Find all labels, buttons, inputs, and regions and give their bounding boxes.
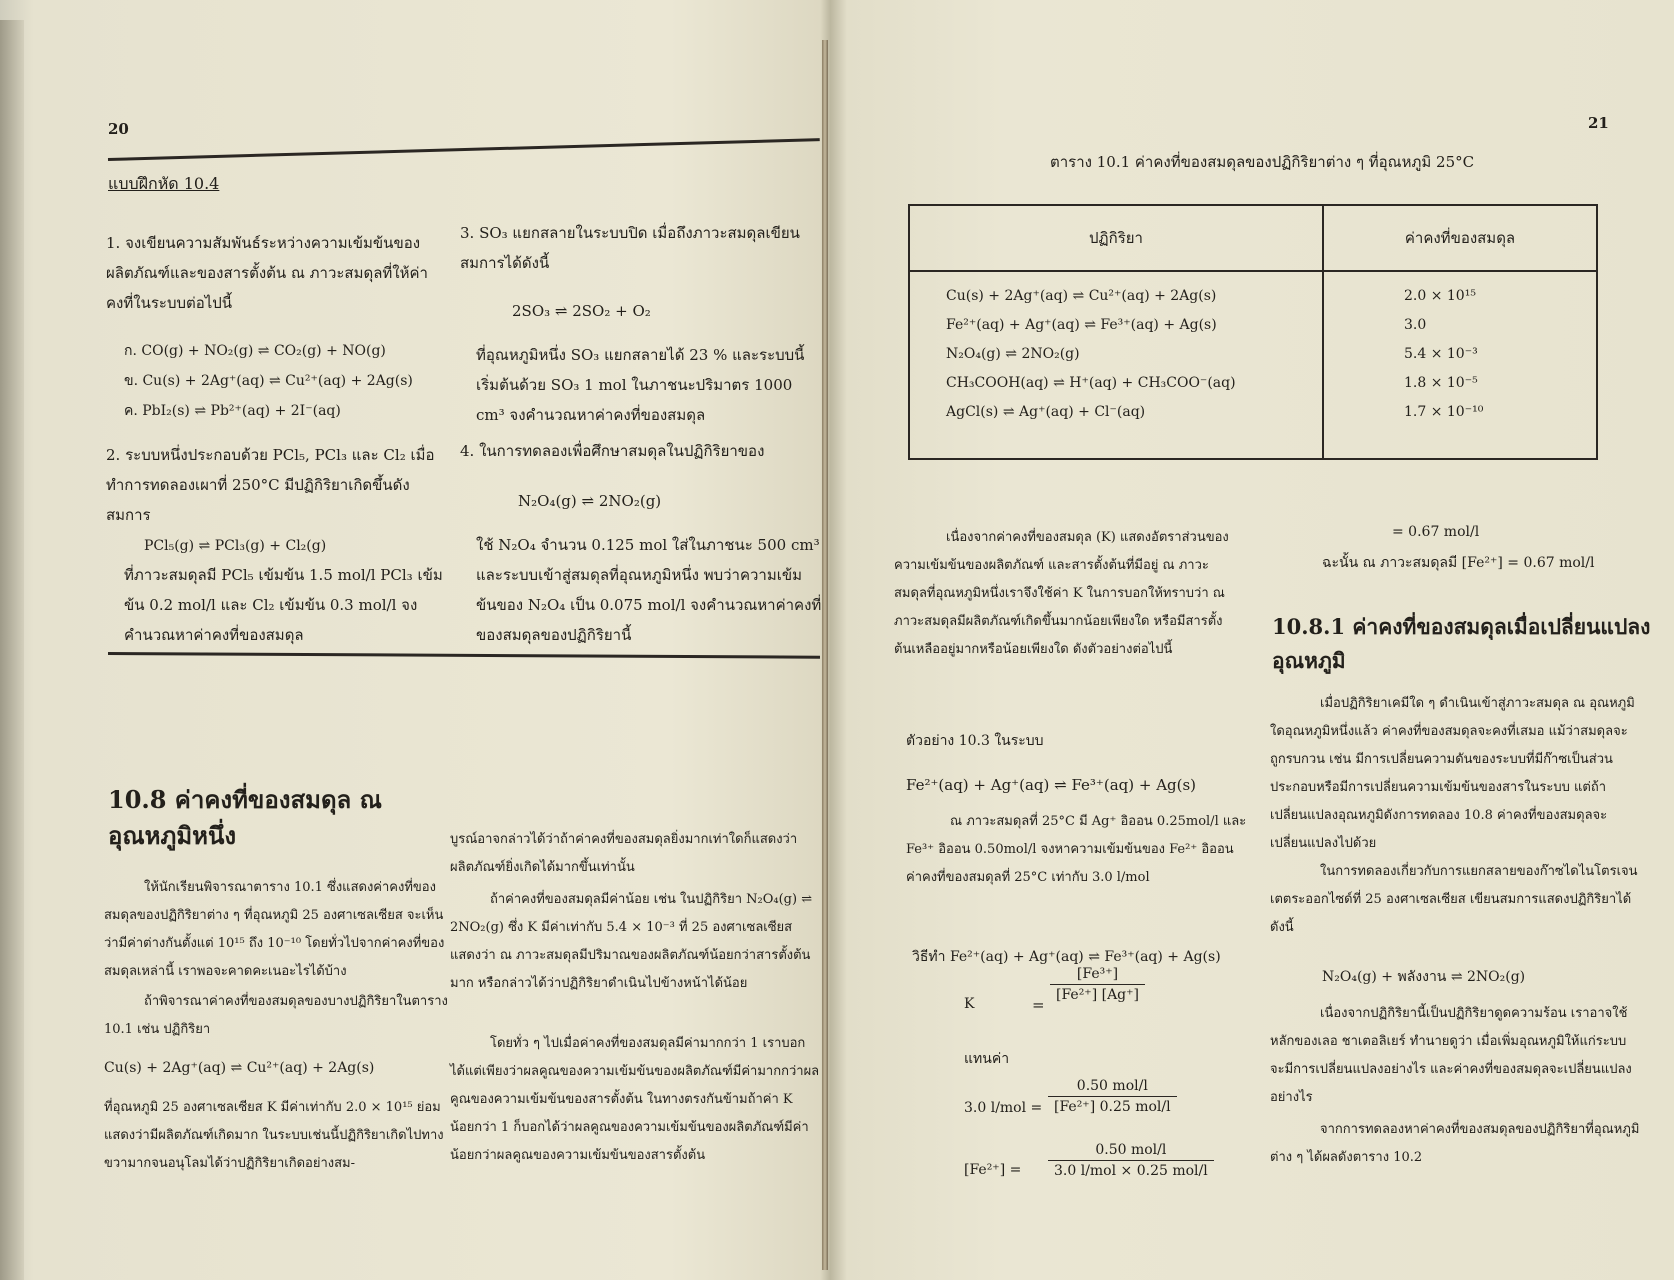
reaction-column: [909, 271, 1323, 459]
k-numerator: [Fe³⁺]: [1050, 966, 1145, 985]
step-2-fraction: [1048, 1142, 1214, 1179]
table-cell: CH₃COOH(aq) ⇌ H⁺(aq) + CH₃COO⁻(aq): [946, 375, 1236, 391]
question-4-text: ใช้ N₂O₄ จำนวน 0.125 mol ใส่ในภาชนะ 500 cm³ และระบบเข้าสู่สมดุลที่อุณหภูมิหนึ่ง พบว่าความเข้มข้นของ N₂O₄ เป็น 0.075 mol/l จงคำนวณหาค่าคงที่ของสมดุลของปฏิกิริยานี้: [476, 536, 822, 644]
paragraph: ให้นักเรียนพิจารณาตาราง 10.1 ซึ่งแสดงค่าคงที่ของสมดุลของปฏิกิริยาต่าง ๆ ที่อุณหภูมิ 25 องศาเซลเซียส จะเห็นว่ามีค่าต่างกันตั้งแต่ 10¹⁵ ถึง 10⁻¹⁰ โดยทั่วไปจากค่าคงที่ของสมดุลเหล่านี้ เราพอจะคาดคะเนอะไรได้บ้าง: [104, 880, 445, 979]
question-1c: ค. PbI₂(s) ⇌ Pb²⁺(aq) + 2I⁻(aq): [124, 403, 341, 419]
step-1-left: 3.0 l/mol =: [964, 1100, 1043, 1116]
question-4: 4. ในการทดลองเพื่อศึกษาสมดุลในปฏิกิริยาของ: [460, 442, 765, 460]
book-spine: [822, 40, 828, 1270]
page-number: 21: [1588, 114, 1609, 132]
paragraph: เนื่องจากค่าคงที่ของสมดุล (K) แสดงอัตราส่วนของความเข้มข้นของผลิตภัณฑ์ และสารตั้งต้นที่มีอยู่ ณ ภาวะสมดุลที่อุณหภูมิหนึ่งเราจึงใช้ค่า K ในการบอกให้ทราบว่า ณ ภาวะสมดุลมีผลิตภัณฑ์เกิดขึ้นมากน้อยเพียงใด หรือมีสารตั้งต้นเหลืออยู่มากหรือน้อยเพียงใด ดังตัวอย่างต่อไปนี้: [894, 530, 1229, 657]
right-page: [832, 0, 1672, 1280]
paragraph: โดยทั่ว ๆ ไปเมื่อค่าคงที่ของสมดุลมีค่ามากกว่า 1 เราบอกได้แต่เพียงว่าผลคูณของความเข้มข้นของผลิตภัณฑ์มีค่ามากกว่าผลคูณของความเข้มข้นของสารตั้งต้น ในทางตรงกันข้ามถ้าค่า K น้อยกว่า 1 ก็บอกได้ว่าผลคูณของความเข้มข้นของผลิตภัณฑ์มีค่าน้อยกว่าผลคูณของความเข้มข้นของสารตั้งต้น: [450, 1036, 820, 1163]
table-cell: 2.0 × 10¹⁵: [1404, 288, 1476, 304]
equals-sign: =: [1032, 996, 1045, 1014]
question-4-equation: N₂O₄(g) ⇌ 2NO₂(g): [518, 492, 662, 510]
question-1: 1. จงเขียนความสัมพันธ์ระหว่างความเข้มข้นของผลิตภัณฑ์และของสารตั้งต้น ณ ภาวะสมดุลที่ให้ค่าคงที่ในระบบต่อไปนี้: [106, 234, 428, 312]
table-cell: Fe²⁺(aq) + Ag⁺(aq) ⇌ Fe³⁺(aq) + Ag(s): [946, 317, 1217, 333]
question-3-equation: 2SO₃ ⇌ 2SO₂ + O₂: [512, 302, 651, 320]
result-conclusion: ฉะนั้น ณ ภาวะสมดุลมี [Fe²⁺] = 0.67 mol/l: [1322, 555, 1595, 571]
question-2: 2. ระบบหนึ่งประกอบด้วย PCl₅, PCl₃ และ Cl₂ เมื่อทำการทดลองเผาที่ 250°C มีปฏิกิริยาเกิดขึ้นดังสมการ: [106, 446, 435, 524]
example-text: ณ ภาวะสมดุลที่ 25°C มี Ag⁺ อิออน 0.25mol/l และ Fe³⁺ อิออน 0.50mol/l จงหาความเข้มข้นของ Fe²⁺ อิออน ค่าคงที่ของสมดุลที่ 25°C เท่ากับ 3.0 l/mol: [906, 814, 1247, 885]
step-1-numerator: 0.50 mol/l: [1048, 1078, 1177, 1097]
question-3: 3. SO₃ แยกสลายในระบบปิด เมื่อถึงภาวะสมดุลเขียนสมการได้ดังนี้: [460, 224, 800, 272]
result-line: = 0.67 mol/l: [1392, 524, 1480, 540]
table-cell: 5.4 × 10⁻³: [1404, 346, 1478, 362]
section-title: 10.8 ค่าคงที่ของสมดุล ณ อุณหภูมิหนึ่ง: [108, 785, 382, 850]
question-1b: ข. Cu(s) + 2Ag⁺(aq) ⇌ Cu²⁺(aq) + 2Ag(s): [124, 373, 413, 389]
step-2-left: [Fe²⁺] =: [964, 1162, 1022, 1178]
equilibrium-table: [908, 204, 1598, 460]
equation: N₂O₄(g) + พลังงาน ⇌ 2NO₂(g): [1322, 969, 1526, 985]
step-1-denominator: [Fe²⁺] 0.25 mol/l: [1054, 1099, 1171, 1115]
left-page: [28, 0, 822, 1280]
k-label: K: [964, 996, 975, 1012]
paragraph: เนื่องจากปฏิกิริยานี้เป็นปฏิกิริยาดูดความร้อน เราอาจใช้หลักของเลอ ชาเตอลิเยร์ ทำนายดูว่า เมื่อเพิ่มอุณหภูมิให้แก่ระบบจะมีการเปลี่ยนแปลงอย่างไร และค่าคงที่ของสมดุลจะเปลี่ยนแปลงอย่างไร: [1270, 1006, 1632, 1105]
question-1a: ก. CO(g) + NO₂(g) ⇌ CO₂(g) + NO(g): [124, 343, 386, 359]
example-title: ตัวอย่าง 10.3 ในระบบ: [906, 733, 1044, 749]
question-2-text: ที่ภาวะสมดุลมี PCl₅ เข้มข้น 1.5 mol/l PCl₃ เข้มข้น 0.2 mol/l และ Cl₂ เข้มข้น 0.3 mol/l จงคำนวณหาค่าคงที่ของสมดุล: [124, 566, 443, 644]
paragraph: ที่อุณหภูมิ 25 องศาเซลเซียส K มีค่าเท่ากับ 2.0 × 10¹⁵ ย่อมแสดงว่ามีผลิตภัณฑ์เกิดมาก ในระบบเช่นนี้ปฏิกิริยาเกิดไปทางขวามากจนอนุโลมได้ว่าปฏิกิริยาเกิดอย่างสม-: [104, 1100, 444, 1171]
table-cell: 1.8 × 10⁻⁵: [1404, 375, 1478, 391]
step-2-denominator: 3.0 l/mol × 0.25 mol/l: [1054, 1163, 1208, 1179]
exercise-title: แบบฝึกหัด 10.4: [108, 174, 220, 193]
paragraph: ถ้าพิจารณาค่าคงที่ของสมดุลของบางปฏิกิริยาในตาราง 10.1 เช่น ปฏิกิริยา: [104, 994, 448, 1037]
example-equation: Fe²⁺(aq) + Ag⁺(aq) ⇌ Fe³⁺(aq) + Ag(s): [906, 776, 1197, 794]
question-3-text: ที่อุณหภูมิหนึ่ง SO₃ แยกสลายได้ 23 % และระบบนี้เริ่มต้นด้วย SO₃ 1 mol ในภาชนะปริมาตร 1000 cm³ จงคำนวณหาค่าคงที่ของสมดุล: [476, 346, 805, 424]
substitute-label: แทนค่า: [964, 1051, 1010, 1067]
paragraph: จากการทดลองหาค่าคงที่ของสมดุลของปฏิกิริยาที่อุณหภูมิต่าง ๆ ได้ผลดังตาราง 10.2: [1270, 1122, 1640, 1165]
table-header-k: ค่าคงที่ของสมดุล: [1323, 205, 1597, 271]
table-header-reaction: ปฏิกิริยา: [909, 205, 1323, 271]
table-cell: AgCl(s) ⇌ Ag⁺(aq) + Cl⁻(aq): [946, 404, 1146, 420]
equation: Cu(s) + 2Ag⁺(aq) ⇌ Cu²⁺(aq) + 2Ag(s): [104, 1060, 375, 1076]
step-1-fraction: [1048, 1078, 1177, 1115]
paragraph: ถ้าค่าคงที่ของสมดุลมีค่าน้อย เช่น ในปฏิกิริยา N₂O₄(g) ⇌ 2NO₂(g) ซึ่ง K มีค่าเท่ากับ 5.4 × 10⁻³ ที่ 25 องศาเซลเซียส แสดงว่า ณ ภาวะสมดุลมีปริมาณของผลิตภัณฑ์น้อยกว่าสารตั้งต้นมาก หรือกล่าวได้ว่าปฏิกิริยาดำเนินไปข้างหน้าได้น้อย: [450, 892, 813, 991]
exercise-bottom-rule: [108, 652, 820, 659]
k-column: [1323, 271, 1597, 459]
table-cell: 1.7 × 10⁻¹⁰: [1404, 404, 1484, 420]
paragraph: บูรณ์อาจกล่าวได้ว่าถ้าค่าคงที่ของสมดุลยิ่งมากเท่าใดก็แสดงว่าผลิตภัณฑ์ยิ่งเกิดได้มากขึ้นเท่านั้น: [450, 832, 798, 875]
paragraph: เมื่อปฏิกิริยาเคมีใด ๆ ดำเนินเข้าสู่ภาวะสมดุล ณ อุณหภูมิใดอุณหภูมิหนึ่งแล้ว ค่าคงที่ของสมดุลจะคงที่เสมอ แม้ว่าสมดุลจะถูกรบกวน เช่น มีการเปลี่ยนความดันของระบบที่มีก๊าซเป็นส่วนประกอบหรือมีการเปลี่ยนความเข้มข้นของสารในระบบ แต่ถ้าเปลี่ยนแปลงอุณหภูมิดังการทดลอง 10.8 ค่าคงที่ของสมดุลจะเปลี่ยนแปลงไปด้วย: [1270, 696, 1635, 851]
header-rule: [108, 138, 820, 161]
k-fraction: [1050, 966, 1145, 1003]
page-edge: [0, 20, 24, 1280]
table-caption: ตาราง 10.1 ค่าคงที่ของสมดุลของปฏิกิริยาต่าง ๆ ที่อุณหภูมิ 25°C: [1050, 153, 1475, 171]
question-2-equation: PCl₅(g) ⇌ PCl₃(g) + Cl₂(g): [144, 538, 327, 554]
subsection-title: 10.8.1 ค่าคงที่ของสมดุลเมื่อเปลี่ยนแปลงอุณหภูมิ: [1272, 614, 1651, 673]
method-line: วิธีทำ Fe²⁺(aq) + Ag⁺(aq) ⇌ Fe³⁺(aq) + Ag(s): [912, 949, 1221, 965]
step-2-numerator: 0.50 mol/l: [1048, 1142, 1214, 1161]
table-cell: 3.0: [1404, 317, 1427, 333]
table-cell: N₂O₄(g) ⇌ 2NO₂(g): [946, 346, 1080, 362]
page-number: 20: [108, 120, 129, 138]
k-denominator: [Fe²⁺] [Ag⁺]: [1056, 987, 1139, 1003]
table-cell: Cu(s) + 2Ag⁺(aq) ⇌ Cu²⁺(aq) + 2Ag(s): [946, 288, 1217, 304]
paragraph: ในการทดลองเกี่ยวกับการแยกสลายของก๊าซไดไนโตรเจนเตตระออกไซด์ที่ 25 องศาเซลเซียส เขียนสมการแสดงปฏิกิริยาได้ดังนี้: [1270, 864, 1638, 935]
